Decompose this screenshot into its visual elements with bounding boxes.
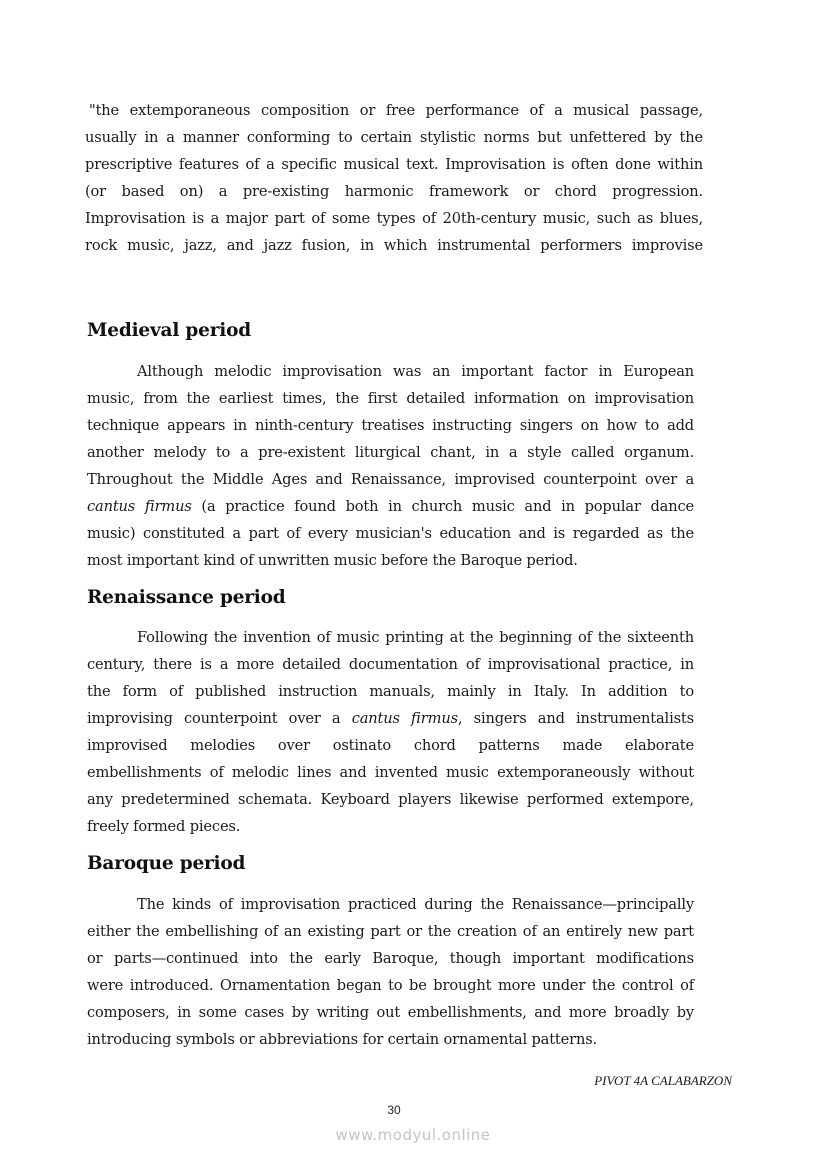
text-line: or parts—continued into the early Baroque, though important modifications [87,950,694,967]
watermark-link[interactable]: www.modyul.online [335,1126,491,1144]
text-line: Throughout the Middle Ages and Renaissance, improvised counterpoint over a [87,471,694,488]
text-line: century, there is a more detailed documentation of improvisational practice, in [87,656,694,673]
text-span: (a practice found both in church music and in popular dance [191,498,694,515]
text-line: rock music, jazz, and jazz fusion, in which instrumental performers improvise [85,237,703,254]
text-line: improvised melodies over ostinato chord patterns made elaborate [87,737,694,754]
text-line: music) constituted a part of every musician's education and is regarded as the [87,525,694,542]
text-line: usually in a manner conforming to certain stylistic norms but unfettered by the [85,129,703,146]
text-line: (or based on) a pre-existing harmonic framework or chord progression. [85,183,703,200]
page-number: 30 [387,1103,401,1117]
text-span: , singers and instrumentalists [457,710,694,727]
footer-organization: PIVOT 4A CALABARZON [594,1073,732,1088]
text-line: introducing symbols or abbreviations for certain ornamental patterns. [87,1031,598,1048]
text-line: prescriptive features of a specific musical text. Improvisation is often done within [85,156,703,173]
text-line: technique appears in ninth-century treatises instructing singers on how to add [87,417,694,434]
text-line [87,710,694,728]
text-line: Although melodic improvisation was an important factor in European [137,363,694,380]
section-heading: Medieval period [87,320,251,341]
text-line: were introduced. Ornamentation began to be brought more under the control of [87,977,694,994]
text-line: Improvisation is a major part of some types of 20th-century music, such as blues, [85,210,703,227]
text-span: improvising counterpoint over a [87,710,352,727]
text-line: most important kind of unwritten music before the Baroque period. [87,552,578,569]
section-heading: Renaissance period [87,587,286,608]
text-line: either the embellishing of an existing part or the creation of an entirely new part [87,923,694,940]
text-line: composers, in some cases by writing out embellishments, and more broadly by [87,1004,694,1021]
text-line: "the extemporaneous composition or free performance of a musical passage, [89,102,703,119]
text-line: any predetermined schemata. Keyboard players likewise performed extempore, [87,791,694,808]
italic-term: cantus firmus [351,710,458,727]
section-heading: Baroque period [87,853,246,874]
text-line: music, from the earliest times, the first detailed information on improvisation [87,390,694,407]
text-line: another melody to a pre-existent liturgical chant, in a style called organum. [87,444,694,461]
text-line: the form of published instruction manuals, mainly in Italy. In addition to [87,683,694,700]
text-line: The kinds of improvisation practiced during the Renaissance—principally [137,896,694,913]
text-line: freely formed pieces. [87,818,241,835]
text-line: Following the invention of music printing at the beginning of the sixteenth [137,629,694,646]
italic-term: cantus firmus [87,498,192,515]
text-line [87,498,694,516]
text-line: embellishments of melodic lines and invented music extemporaneously without [87,764,694,781]
